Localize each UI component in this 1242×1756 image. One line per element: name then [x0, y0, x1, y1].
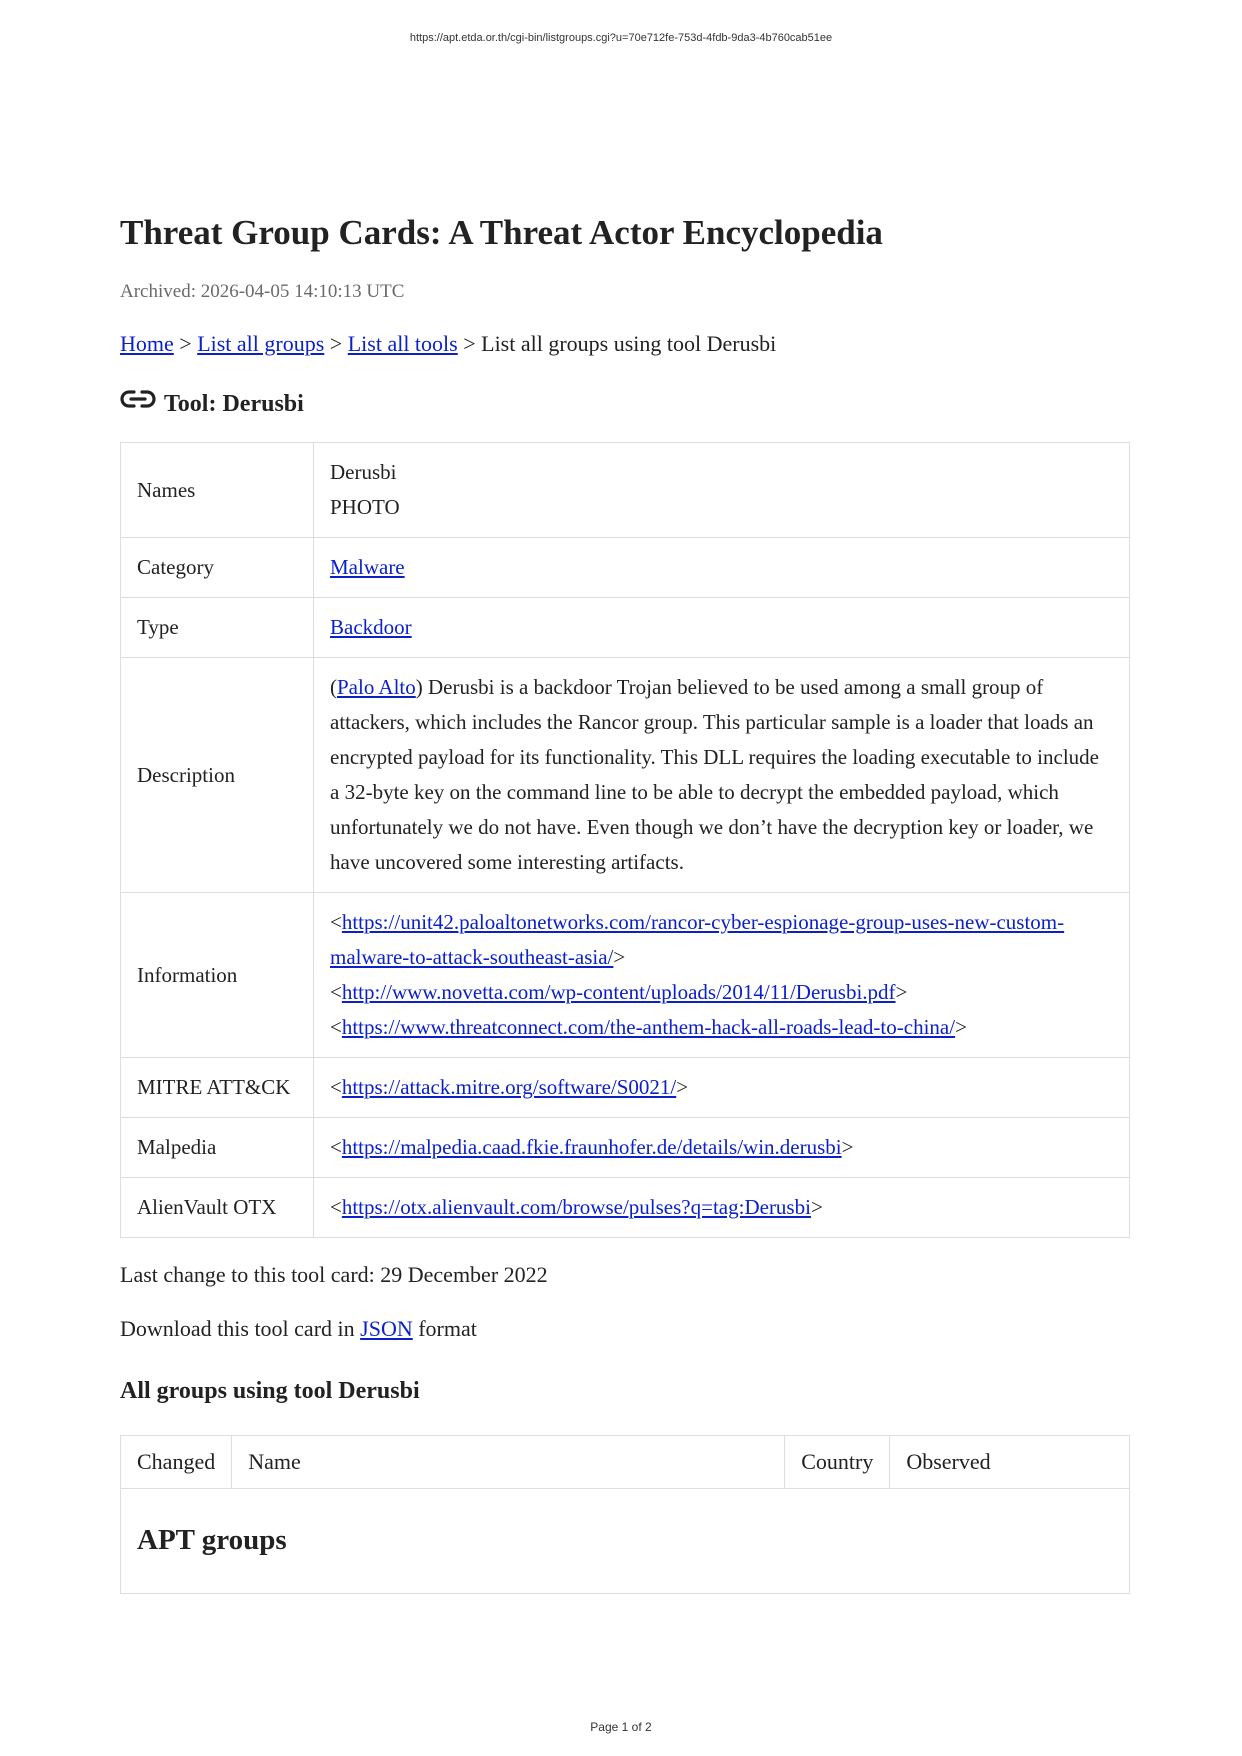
description-text: ) Derusbi is a backdoor Trojan believed to be used among a small group of attackers, which includes the Rancor group. This particular sample is a loader that loads an encrypted payload for its functionality. This DLL requires the loading executable to include a 32-byte key on the command line to be able to decrypt the embedded payload, which unfortunately we do not have. Even though we don’t have the decryption key or loader, we have uncovered some interesting artifacts. — [330, 675, 1099, 874]
angle-open: < — [330, 980, 342, 1004]
description-label: Description — [121, 658, 314, 893]
information-link[interactable]: https://unit42.paloaltonetworks.com/rancor-cyber-espionage-group-uses-new-custom-malware-to-attack-southeast-asia/ — [330, 910, 1065, 969]
breadcrumb-list-groups-link[interactable]: List all groups — [197, 331, 325, 356]
description-source-link[interactable]: Palo Alto — [337, 675, 416, 699]
names-label: Names — [121, 443, 314, 538]
table-row — [121, 1058, 1130, 1118]
table-row — [121, 598, 1130, 658]
mitre-label: MITRE ATT&CK — [121, 1058, 314, 1118]
download-suffix: format — [412, 1316, 477, 1341]
breadcrumb-separator: > — [173, 331, 198, 356]
breadcrumb — [120, 331, 1130, 357]
breadcrumb-current: > List all groups using tool Derusbi — [457, 331, 777, 356]
download-prefix: Download this tool card in — [120, 1316, 361, 1341]
table-row — [121, 538, 1130, 598]
column-header-name: Name — [232, 1436, 785, 1489]
information-value — [314, 893, 1130, 1058]
link-icon — [120, 386, 156, 412]
tool-title: Tool: Derusbi — [164, 391, 304, 417]
category-label: Category — [121, 538, 314, 598]
tool-heading — [120, 391, 1130, 418]
angle-open: < — [330, 910, 342, 934]
malpedia-label: Malpedia — [121, 1118, 314, 1178]
angle-open: < — [330, 1015, 342, 1039]
information-label: Information — [121, 893, 314, 1058]
mitre-link[interactable]: https://attack.mitre.org/software/S0021/ — [341, 1075, 677, 1099]
apt-groups-section-title: APT groups — [137, 1524, 287, 1556]
type-link[interactable]: Backdoor — [330, 615, 412, 639]
main-content — [120, 210, 1130, 1594]
table-row — [121, 893, 1130, 1058]
column-header-observed: Observed — [890, 1436, 1130, 1489]
otx-label: AlienVault OTX — [121, 1178, 314, 1238]
table-row — [121, 658, 1130, 893]
print-url-header: https://apt.etda.or.th/cgi-bin/listgroups.cgi?u=70e712fe-753d-4fdb-9da3-4b760cab51ee — [409, 32, 833, 44]
groups-heading: All groups using tool Derusbi — [120, 1378, 420, 1404]
names-value — [314, 443, 1130, 538]
column-header-country: Country — [785, 1436, 890, 1489]
tool-card-table — [120, 442, 1130, 1238]
last-change-text: Last change to this tool card: 29 December 2022 — [120, 1262, 548, 1287]
category-link[interactable]: Malware — [330, 555, 405, 579]
page-title: Threat Group Cards: A Threat Actor Encyclopedia — [120, 213, 883, 252]
archived-timestamp: Archived: 2026-04-05 14:10:13 UTC — [120, 281, 405, 302]
table-section-row — [121, 1489, 1130, 1594]
angle-open: < — [330, 1195, 342, 1219]
angle-close: > — [810, 1195, 823, 1219]
angle-close: > — [841, 1135, 854, 1159]
paren-open: ( — [330, 675, 337, 699]
angle-close: > — [613, 945, 626, 969]
breadcrumb-separator: > — [324, 331, 348, 356]
page-number: Page 1 of 2 — [590, 1720, 652, 1734]
table-row — [121, 443, 1130, 538]
malpedia-link[interactable]: https://malpedia.caad.fkie.fraunhofer.de/details/win.derusbi — [341, 1135, 842, 1159]
information-link[interactable]: https://www.threatconnect.com/the-anthem-hack-all-roads-lead-to-china/ — [341, 1015, 956, 1039]
type-label: Type — [121, 598, 314, 658]
angle-close: > — [676, 1075, 689, 1099]
angle-close: > — [955, 1015, 967, 1039]
otx-link[interactable]: https://otx.alienvault.com/browse/pulses?q=tag:Derusbi — [341, 1195, 811, 1219]
breadcrumb-list-tools-link[interactable]: List all tools — [347, 331, 458, 356]
name-item: PHOTO — [330, 495, 400, 519]
table-row — [121, 1178, 1130, 1238]
name-item: Derusbi — [330, 460, 397, 484]
column-header-changed: Changed — [121, 1436, 232, 1489]
angle-open: < — [330, 1135, 342, 1159]
download-line — [120, 1316, 1130, 1342]
breadcrumb-home-link[interactable]: Home — [120, 331, 174, 356]
description-value — [314, 658, 1130, 893]
angle-close: > — [895, 980, 908, 1004]
table-header-row — [121, 1436, 1130, 1489]
table-row — [121, 1118, 1130, 1178]
groups-table — [120, 1435, 1130, 1594]
angle-open: < — [330, 1075, 342, 1099]
json-download-link[interactable]: JSON — [360, 1316, 413, 1341]
information-link[interactable]: http://www.novetta.com/wp-content/uploads/2014/11/Derusbi.pdf — [341, 980, 896, 1004]
